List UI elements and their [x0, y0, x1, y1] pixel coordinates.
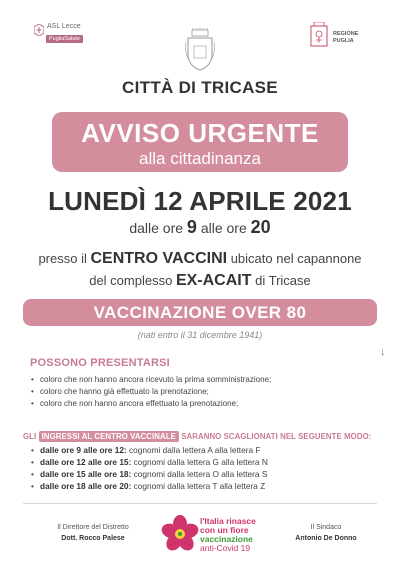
- asl-badge: PugliaSalute: [46, 35, 83, 43]
- slot-letters: cognomi dalla lettera A alla lettera F: [129, 445, 261, 455]
- location-l2-prefix: del complesso: [89, 273, 173, 288]
- slot-letters: cognomi dalla lettera O alla lettera S: [133, 469, 268, 479]
- regione-puglia-logo-icon: [310, 22, 328, 48]
- asl-lecce-logo: [34, 22, 94, 50]
- director-signature: [38, 524, 148, 542]
- location-complex-name: EX-ACAIT: [175, 272, 252, 289]
- hours-start: 9: [186, 217, 197, 237]
- list-item: • coloro che non hanno ancora ricevuto la prima somministrazione;: [31, 374, 371, 386]
- event-date: LUNEDÌ 12 APRILE 2021: [48, 186, 352, 216]
- location-line-2: [0, 272, 400, 290]
- list-item: • coloro che hanno già effettuato la prenotazione;: [31, 386, 371, 398]
- asl-logo-icon: [34, 24, 44, 36]
- urgent-notice-banner: [52, 112, 348, 172]
- primula-flower-icon: [160, 514, 200, 554]
- campaign-logo-text: [200, 517, 280, 553]
- mayor-signature: [276, 524, 376, 542]
- list-item: [31, 468, 371, 480]
- location-l2-suffix: di Tricase: [255, 273, 311, 288]
- campaign-title-banner: VACCINAZIONE OVER 80: [23, 299, 377, 326]
- slot-time: dalle ore 12 alle ore 15:: [40, 457, 132, 467]
- campaign-line-4: anti-Covid 19: [200, 543, 251, 553]
- eligible-heading: POSSONO PRESENTARSI: [30, 357, 170, 369]
- regione-label: [333, 31, 358, 45]
- born-note: (nati entro il 31 dicembre 1941): [137, 330, 263, 340]
- list-item: [31, 456, 371, 468]
- slot-letters: cognomi dalla lettera G alla lettera N: [133, 457, 268, 467]
- down-arrow-icon: ↓: [380, 346, 386, 358]
- regione-puglia-logo: [310, 22, 370, 52]
- campaign-line-1: l'Italia rinasce: [200, 516, 256, 526]
- schedule-list: [31, 444, 371, 492]
- list-item: [31, 444, 371, 456]
- slot-letters: cognomi dalla lettera T alla lettera Z: [133, 481, 266, 491]
- campaign-line-2: con un fiore: [200, 525, 249, 535]
- city-title: CITTÀ DI TRICASE: [122, 78, 278, 97]
- list-item: • coloro che non hanno ancora effettuato la prenotazione;: [31, 398, 371, 410]
- regione-line2: PUGLIA: [333, 38, 354, 44]
- location-l1-suffix: ubicato nel capannone: [230, 251, 362, 266]
- notice-subtitle: alla cittadinanza: [139, 149, 261, 168]
- director-name: Dott. Rocco Palese: [61, 535, 125, 542]
- director-role: Il Direttore del Distretto: [57, 524, 129, 531]
- slot-time: dalle ore 9 alle ore 12:: [40, 445, 127, 455]
- regione-line1: REGIONE: [333, 31, 359, 37]
- schedule-intro: [23, 432, 383, 441]
- asl-label: ASL Lecce: [47, 23, 81, 30]
- location-l1-prefix: presso il: [38, 251, 87, 266]
- location-line-1: [0, 250, 400, 268]
- event-hours: [0, 217, 400, 238]
- schedule-intro-suffix: SARANNO SCAGLIONATI NEL SEGUENTE MODO:: [181, 432, 372, 441]
- hours-mid: alle ore: [200, 220, 247, 236]
- mayor-name: Antonio De Donno: [295, 535, 357, 542]
- schedule-intro-highlight: INGRESSI AL CENTRO VACCINALE: [39, 431, 179, 442]
- slot-time: dalle ore 15 alle ore 18:: [40, 469, 132, 479]
- schedule-intro-prefix: GLI: [23, 432, 37, 441]
- list-item: [31, 480, 371, 492]
- campaign-line-3: vaccinazione: [200, 534, 253, 544]
- hours-prefix: dalle ore: [129, 220, 184, 236]
- slot-time: dalle ore 18 alle ore 20:: [40, 481, 132, 491]
- location-center-name: CENTRO VACCINI: [90, 250, 228, 267]
- hours-end: 20: [250, 217, 271, 237]
- notice-title: AVVISO URGENTE: [81, 118, 319, 148]
- footer-divider: [23, 503, 377, 504]
- city-crest-icon: [185, 28, 215, 72]
- mayor-role: Il Sindaco: [310, 524, 342, 531]
- eligible-list: [31, 374, 371, 410]
